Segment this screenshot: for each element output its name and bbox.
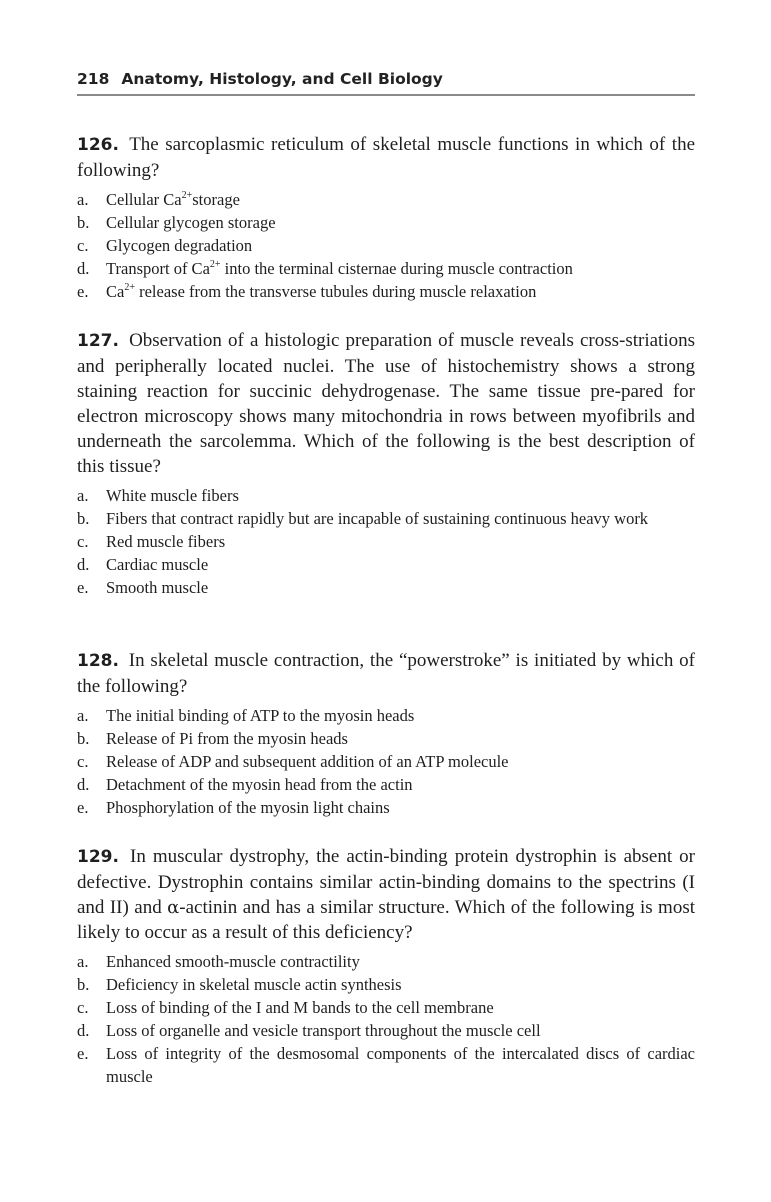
option-letter: c. bbox=[77, 998, 89, 1017]
option-text: Transport of Ca bbox=[106, 259, 210, 278]
running-header bbox=[77, 70, 695, 96]
answer-option bbox=[77, 773, 695, 796]
option-text: Release of ADP and subsequent addition of an ATP molecule bbox=[106, 752, 509, 771]
option-text: Loss of binding of the I and M bands to the cell membrane bbox=[106, 998, 494, 1017]
question-129 bbox=[77, 844, 695, 1088]
option-letter: e. bbox=[77, 282, 89, 301]
answer-option bbox=[77, 234, 695, 257]
option-letter: b. bbox=[77, 975, 90, 994]
answer-option bbox=[77, 553, 695, 576]
option-text: Red muscle fibers bbox=[106, 532, 226, 551]
option-text: Loss of organelle and vesicle transport throughout the muscle cell bbox=[106, 1021, 541, 1040]
answer-option bbox=[77, 1042, 695, 1088]
answer-option bbox=[77, 188, 695, 211]
option-text: Fibers that contract rapidly but are incapable of sustaining continuous heavy work bbox=[106, 509, 649, 528]
answer-option bbox=[77, 973, 695, 996]
answer-option bbox=[77, 950, 695, 973]
question-text: Observation of a histologic preparation of muscle reveals cross-striations and peripherally located nuclei. The use of histochemistry shows a strong staining reaction for succinic dehydrogenase. The same tissue pre-pared for electron microscopy shows many mitochondria in rows between myofibrils and underneath the sarcolemma. Which of the following is the best description of this tissue? bbox=[77, 330, 695, 477]
option-letter: e. bbox=[77, 1044, 89, 1063]
question-text: In skeletal muscle contraction, the “powerstroke” is initiated by which of the following? bbox=[77, 650, 696, 697]
option-text: Deficiency in skeletal muscle actin synthesis bbox=[106, 975, 402, 994]
answer-option bbox=[77, 211, 695, 234]
option-letter: e. bbox=[77, 798, 89, 817]
superscript: 2+ bbox=[124, 281, 135, 293]
question-text: -actinin and has a similar structure. Which of the following is most likely to occur as a result of this deficiency? bbox=[77, 897, 695, 943]
option-text: release from the transverse tubules during muscle relaxation bbox=[134, 282, 537, 301]
option-text: Cellular glycogen storage bbox=[106, 213, 276, 232]
option-letter: b. bbox=[77, 509, 90, 528]
option-letter: c. bbox=[77, 532, 89, 551]
answer-option bbox=[77, 576, 695, 599]
option-letter: d. bbox=[77, 555, 90, 574]
option-letter: b. bbox=[77, 213, 90, 232]
greek-alpha: α bbox=[167, 897, 180, 918]
option-text: Release of Pi from the myosin heads bbox=[106, 729, 348, 748]
answer-option bbox=[77, 507, 695, 530]
answer-option bbox=[77, 280, 695, 303]
option-letter: c. bbox=[77, 236, 89, 255]
option-letter: d. bbox=[77, 1021, 90, 1040]
option-letter: a. bbox=[77, 190, 89, 209]
option-text: Detachment of the myosin head from the actin bbox=[106, 775, 413, 794]
option-text: Cellular Ca bbox=[106, 190, 182, 209]
option-text: Glycogen degradation bbox=[106, 236, 253, 255]
question-number: 127. bbox=[77, 331, 119, 351]
chapter-title: Anatomy, Histology, and Cell Biology bbox=[121, 70, 443, 88]
superscript: 2+ bbox=[181, 189, 193, 201]
answer-option bbox=[77, 750, 695, 773]
answer-options bbox=[77, 704, 695, 819]
question-stem bbox=[77, 844, 695, 945]
option-text: The initial binding of ATP to the myosin heads bbox=[106, 706, 415, 725]
answer-option bbox=[77, 1019, 695, 1042]
option-letter: c. bbox=[77, 752, 89, 771]
option-letter: a. bbox=[77, 486, 89, 505]
question-stem bbox=[77, 132, 695, 183]
option-letter: a. bbox=[77, 952, 89, 971]
page-number: 218 bbox=[77, 70, 110, 88]
question-128 bbox=[77, 648, 695, 819]
question-126 bbox=[77, 132, 695, 303]
question-text: In muscular dystrophy, the actin-binding protein dystrophin is absent or defective. Dystrophin contains similar actin-binding domains to the spectrins (I and II) and bbox=[77, 846, 695, 918]
question-number: 128. bbox=[77, 651, 119, 671]
option-letter: b. bbox=[77, 729, 90, 748]
option-letter: e. bbox=[77, 578, 89, 597]
option-text: into the terminal cisternae during muscle contraction bbox=[220, 259, 573, 278]
question-number: 126. bbox=[77, 135, 119, 155]
option-letter: d. bbox=[77, 259, 90, 278]
answer-option bbox=[77, 530, 695, 553]
answer-options bbox=[77, 950, 695, 1088]
option-letter: a. bbox=[77, 706, 89, 725]
answer-option bbox=[77, 257, 695, 280]
question-text: The sarcoplasmic reticulum of skeletal muscle functions in which of the following? bbox=[77, 134, 695, 181]
option-letter: d. bbox=[77, 775, 90, 794]
answer-option bbox=[77, 996, 695, 1019]
option-text: Enhanced smooth-muscle contractility bbox=[106, 952, 360, 971]
option-text: storage bbox=[192, 190, 240, 209]
answer-options bbox=[77, 188, 695, 303]
answer-options bbox=[77, 484, 695, 599]
option-text: Cardiac muscle bbox=[106, 555, 209, 574]
question-127 bbox=[77, 328, 695, 599]
option-text: Phosphorylation of the myosin light chains bbox=[106, 798, 390, 817]
option-text: Ca bbox=[106, 282, 125, 301]
question-stem bbox=[77, 328, 695, 479]
option-text: Loss of integrity of the desmosomal components of the intercalated discs of cardiac muscle bbox=[106, 1044, 695, 1086]
answer-option bbox=[77, 727, 695, 750]
answer-option bbox=[77, 704, 695, 727]
answer-option bbox=[77, 796, 695, 819]
question-stem bbox=[77, 648, 695, 699]
answer-option bbox=[77, 484, 695, 507]
option-text: Smooth muscle bbox=[106, 578, 209, 597]
question-number: 129. bbox=[77, 847, 119, 867]
option-text: White muscle fibers bbox=[106, 486, 239, 505]
superscript: 2+ bbox=[209, 258, 221, 270]
